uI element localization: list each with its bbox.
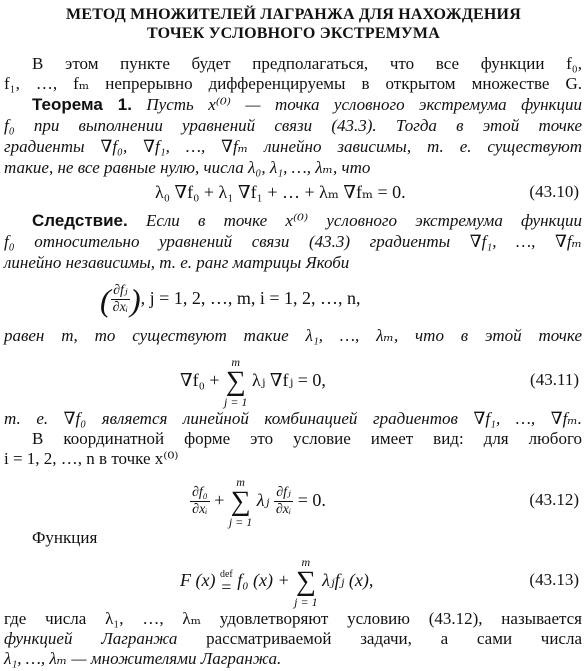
theorem-label: Теорема 1. [32,95,132,114]
jacobi-indices: j = 1, 2, …, m, i = 1, 2, …, n, [149,288,361,308]
eq-43-11-left: ∇f₀ + [180,370,220,390]
jacobi-denominator: ∂xᵢ [112,300,129,316]
equation-number-43-12: (43.12) [529,490,579,509]
jacobi-matrix-expression: ( $\frac{\text{∂fⱼ}}{\text{∂xᵢ}}$ ), j = 1, 2, …, m, i = 1, 2, …, n, [100,281,361,318]
sum-symbol [294,556,317,608]
sum-lower: j = 1 [224,394,248,409]
corollary-line-1-text: Если в точке x⁽⁰⁾ условного экстремума функции [145,211,582,230]
left-paren: ( [100,281,111,318]
frac1-den: ∂xᵢ [192,502,208,518]
closing-line-1: где числа λ₁, …, λₘ удовлетворяют условию (43.12), называется [4,609,582,628]
equals-zero: = 0. [297,490,326,510]
section-heading-line1: МЕТОД МНОЖИТЕЛЕЙ ЛАГРАНЖА ДЛЯ НАХОЖДЕНИЯ [66,6,521,23]
equation-43-12 [190,470,326,530]
intro-line-1: В этом пункте будет предполагаться, что все функции f₀, [32,54,582,73]
sum-upper: m [301,554,311,569]
eq-43-11-right: λⱼ ∇fⱼ = 0, [251,370,326,390]
eq-43-13-left: F (x) [180,570,216,590]
equation-43-13 [180,550,373,610]
after-43-11-line-3: i = 1, 2, …, n в точке x⁽⁰⁾ [4,449,179,468]
frac1-num: ∂f₀ [192,485,208,501]
theorem-line-4: такие, не все равные нулю, числа λ₀, λ₁, …, λₘ, что [4,158,371,177]
def-label: def [219,568,233,580]
equals-sign: = [221,576,232,597]
sum-lower: j = 1 [294,594,318,609]
equation-43-10: λ₀ ∇f₀ + λ₁ ∇f₁ + … + λₘ ∇fₘ = 0. [155,182,406,202]
plus-sign: + [214,490,225,510]
eq-43-12-frac-1 [190,485,210,518]
eq-43-13-right: λⱼfⱼ (x), [322,570,374,590]
corollary-line-1 [4,211,582,231]
function-label: Функция [32,528,98,547]
eq-43-13-mid: f₀ (x) + [237,570,290,590]
closing-line-3: λ₁, …, λₘ — множителями Лагранжа. [4,649,282,668]
eq-43-12-frac-2 [274,485,293,518]
theorem-line-3: градиенты ∇f₀, ∇f₁, …, ∇fₘ линейно зависимы, т. е. существуют [4,137,582,156]
theorem-line-1-text: Пусть x⁽⁰⁾ — точка условного экстремума функции [146,95,583,114]
def-equals [219,568,233,597]
equation-number-43-13: (43.13) [529,570,579,589]
closing-line-2-rest: рассматриваемой задачи, а сами числа [177,629,582,648]
jacobi-fraction [111,283,130,316]
lambda-j: λⱼ [256,490,270,510]
sum-lower: j = 1 [228,514,253,529]
sum-symbol [224,356,247,408]
sum-symbol [229,476,252,528]
sigma: ∑ [225,365,246,397]
jacobi-numerator: ∂fⱼ [111,283,130,300]
corollary-label: Следствие. [32,211,128,230]
frac2-den: ∂xᵢ [275,502,292,518]
sigma: ∑ [295,565,316,597]
lagrange-function-term: функцией Лагранжа [4,629,178,648]
after-43-11-line-1: т. е. ∇f₀ является линейной комбинацией градиентов ∇f₁, …, ∇fₘ. [4,409,582,428]
closing-line-2 [4,629,582,649]
corollary-line-2: f₀ относительно уравнений связи (43.3) градиенты ∇f₁, …, ∇fₘ [4,232,582,251]
after-43-11-line-2: В координатной форме это условие имеет вид: для любого [32,429,582,448]
right-paren: ) [130,281,141,318]
equation-43-11 [180,350,326,410]
sum-upper: m [236,474,245,489]
equation-number-43-11: (43.11) [530,370,579,389]
corollary-line-3: линейно независимы, т. е. ранг матрицы Якоби [4,253,350,272]
corollary-line-5: равен m, то существуют такие λ₁, …, λₘ, что в этой точке [4,326,582,345]
frac2-num: ∂fⱼ [274,485,293,502]
theorem-line-1 [4,95,582,115]
sum-upper: m [231,354,241,369]
section-heading-line2: ТОЧЕК УСЛОВНОГО ЭКСТРЕМУМА [146,25,440,42]
intro-line-2: f₁, …, fₘ непрерывно дифференцируемы в открытом множестве G. [4,74,582,93]
theorem-line-2: f₀ при выполнении уравнений связи (43.3). Тогда в этой точке [4,116,582,135]
equation-number-43-10: (43.10) [529,182,579,201]
sigma: ∑ [230,485,251,517]
